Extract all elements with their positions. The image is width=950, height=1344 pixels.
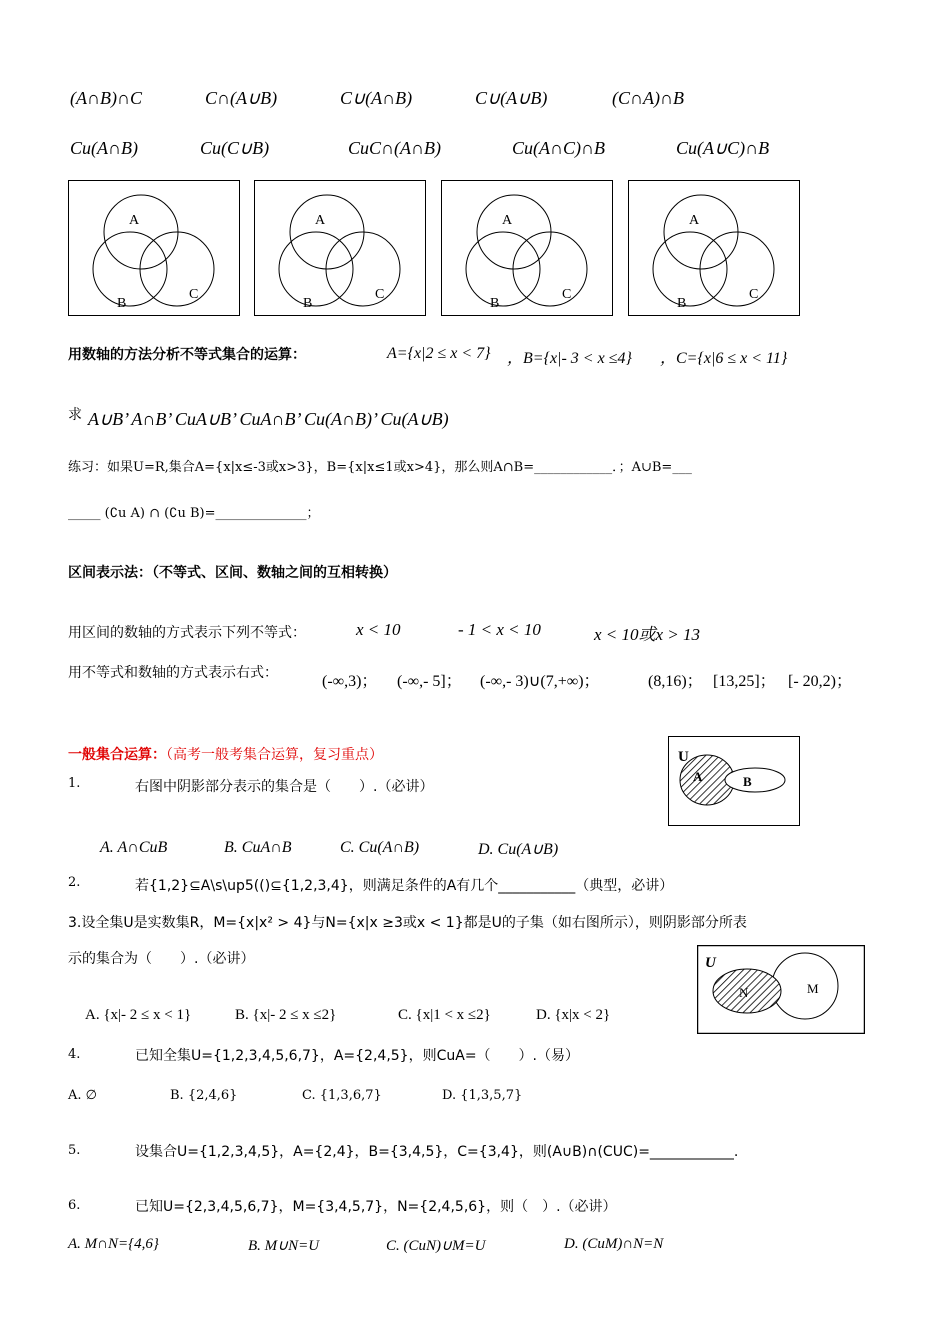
expr-1-5: (C∩A)∩B	[612, 88, 684, 108]
fig1-label-a: A	[693, 769, 703, 784]
venn-label-a: A	[315, 213, 326, 228]
q6-number: 6.	[68, 1198, 81, 1213]
ask-items: A∪B’ A∩B’ CuA∪B’ CuA∩B’ Cu(A∩B)’ Cu(A∪B)	[88, 409, 449, 429]
q1-option-d: D. Cu(A∪B)	[478, 841, 559, 858]
venn-label-a: A	[502, 213, 513, 228]
expr-1-1: (A∩B)∩C	[70, 88, 142, 108]
venn-label-b: B	[677, 296, 687, 311]
q4-option-d: D. {1,3,5,7}	[442, 1088, 523, 1103]
venn-label-b: B	[117, 296, 127, 311]
q4-number: 4.	[68, 1047, 81, 1062]
exercise-line-2: _____ (∁u A) ∩ (∁u B)=______________；	[68, 506, 320, 521]
expr-2-4: Cu(A∩C)∩B	[512, 138, 605, 158]
q6-option-c: C. (CuN)∪M=U	[386, 1238, 486, 1254]
venn-diagram-2	[254, 180, 426, 316]
inequality-2: - 1 < x < 10	[458, 620, 541, 639]
expr-1-4: C∪(A∪B)	[475, 88, 548, 108]
interval-line2-label: 用不等式和数轴的方式表示右式：	[68, 665, 278, 681]
interval-5: [13,25]；	[713, 673, 776, 690]
q1-option-a: A. A∩CuB	[100, 839, 168, 856]
q6-option-d: D. (CuM)∩N=N	[564, 1236, 664, 1252]
numline-heading: 用数轴的方法分析不等式集合的运算：	[68, 347, 306, 363]
q6-text: 已知U={2,3,4,5,6,7}，M={3,4,5,7}，N={2,4,5,6}，则（ ）.（必讲）	[135, 1199, 617, 1215]
q3-option-b: B. {x|- 2 ≤ x ≤2}	[235, 1007, 337, 1023]
set-c-definition: ，C={x|6 ≤ x < 11}	[660, 350, 788, 367]
q3-option-a: A. {x|- 2 ≤ x < 1}	[85, 1007, 192, 1023]
exercise-line-1: 练习：如果U=R,集合A={x|x≤-3或x>3}，B={x|x≤1或x>4}，那么则A∩B=____________．；A∪B=___	[68, 460, 692, 475]
q5-text: 设集合U={1,2,3,4,5}，A={2,4}，B={3,4,5}，C={3,4}，则(A∪B)∩(CUC)=____________.	[135, 1144, 739, 1160]
q1-number: 1.	[68, 776, 81, 791]
general-heading-red: 一般集合运算：	[68, 747, 166, 763]
expr-2-5: Cu(A∪C)∩B	[676, 138, 770, 158]
general-heading-note: （高考一般考集合运算，复习重点）	[166, 747, 383, 763]
interval-heading: 区间表示法：（不等式、区间、数轴之间的互相转换）	[68, 565, 397, 581]
q4-option-a: A. ∅	[68, 1088, 97, 1103]
interval-2: (-∞,- 5]；	[397, 673, 462, 690]
fig2-label-n: N	[739, 985, 749, 1000]
set-a-definition: A={x|2 ≤ x < 7}	[387, 345, 491, 362]
venn-figure-mn	[697, 945, 865, 1034]
inequality-3: x < 10或x > 13	[594, 625, 701, 644]
venn-label-c: C	[562, 287, 572, 302]
venn-label-a: A	[689, 213, 700, 228]
venn-diagram-3	[441, 180, 613, 316]
interval-line1-label: 用区间的数轴的方式表示下列不等式：	[68, 625, 306, 641]
q3-text-line-1: 3.设全集U是实数集R，M={x|x² > 4}与N={x|x ≥3或x < 1}都是U的子集（如右图所示），则阴影部分所表	[68, 915, 747, 931]
q6-option-b: B. M∪N=U	[248, 1238, 320, 1254]
q1-option-b: B. CuA∩B	[224, 839, 292, 856]
fig2-label-m: M	[807, 981, 819, 996]
fig1-label-u: U	[678, 749, 689, 765]
q5-number: 5.	[68, 1143, 81, 1158]
q2-text: 若{1,2}⊆A\s\up5(()⊆{1,2,3,4}，则满足条件的A有几个___________（典型，必讲）	[135, 878, 674, 894]
interval-4: (8,16)；	[648, 673, 703, 690]
expr-2-3: CuC∩(A∩B)	[348, 138, 441, 158]
interval-3: (-∞,- 3)∪(7,+∞)；	[480, 673, 600, 690]
venn-label-b: B	[303, 296, 313, 311]
venn-label-b: B	[490, 296, 500, 311]
q4-option-b: B. {2,4,6}	[170, 1088, 238, 1103]
expr-2-2: Cu(C∪B)	[200, 138, 270, 158]
q6-option-a: A. M∩N={4,6}	[68, 1236, 159, 1252]
venn-figure-ab	[668, 736, 800, 826]
q3-text-line-2: 示的集合为（ ）.（必讲）	[68, 951, 255, 967]
interval-6: [- 20,2)；	[788, 673, 852, 690]
q2-number: 2.	[68, 875, 81, 890]
inequality-1: x < 10	[356, 620, 401, 639]
expr-1-3: C∪(A∩B)	[340, 88, 413, 108]
fig1-label-b: B	[743, 774, 752, 789]
q3-option-c: C. {x|1 < x ≤2}	[398, 1007, 491, 1023]
q4-option-c: C. {1,3,6,7}	[302, 1088, 382, 1103]
expr-1-2: C∩(A∪B)	[205, 88, 278, 108]
venn-label-c: C	[189, 287, 199, 302]
venn-label-c: C	[749, 287, 759, 302]
venn-diagram-4	[628, 180, 800, 316]
venn-label-c: C	[375, 287, 385, 302]
q1-text: 右图中阴影部分表示的集合是（ ）.（必讲）	[135, 779, 434, 795]
fig2-label-u: U	[705, 955, 716, 971]
ask-prefix: 求	[68, 407, 82, 423]
interval-1: (-∞,3)；	[322, 673, 378, 690]
q4-text: 已知全集U={1,2,3,4,5,6,7}，A={2,4,5}，则CuA=（ ）.（易）	[135, 1048, 579, 1064]
q3-option-d: D. {x|x < 2}	[536, 1007, 611, 1023]
general-heading	[68, 744, 383, 764]
venn-diagram-1	[68, 180, 240, 316]
q1-option-c: C. Cu(A∩B)	[340, 839, 420, 856]
venn-label-a: A	[129, 213, 140, 228]
set-b-definition: ，B={x|- 3 < x ≤4}	[507, 350, 632, 367]
expr-2-1: Cu(A∩B)	[70, 138, 138, 158]
